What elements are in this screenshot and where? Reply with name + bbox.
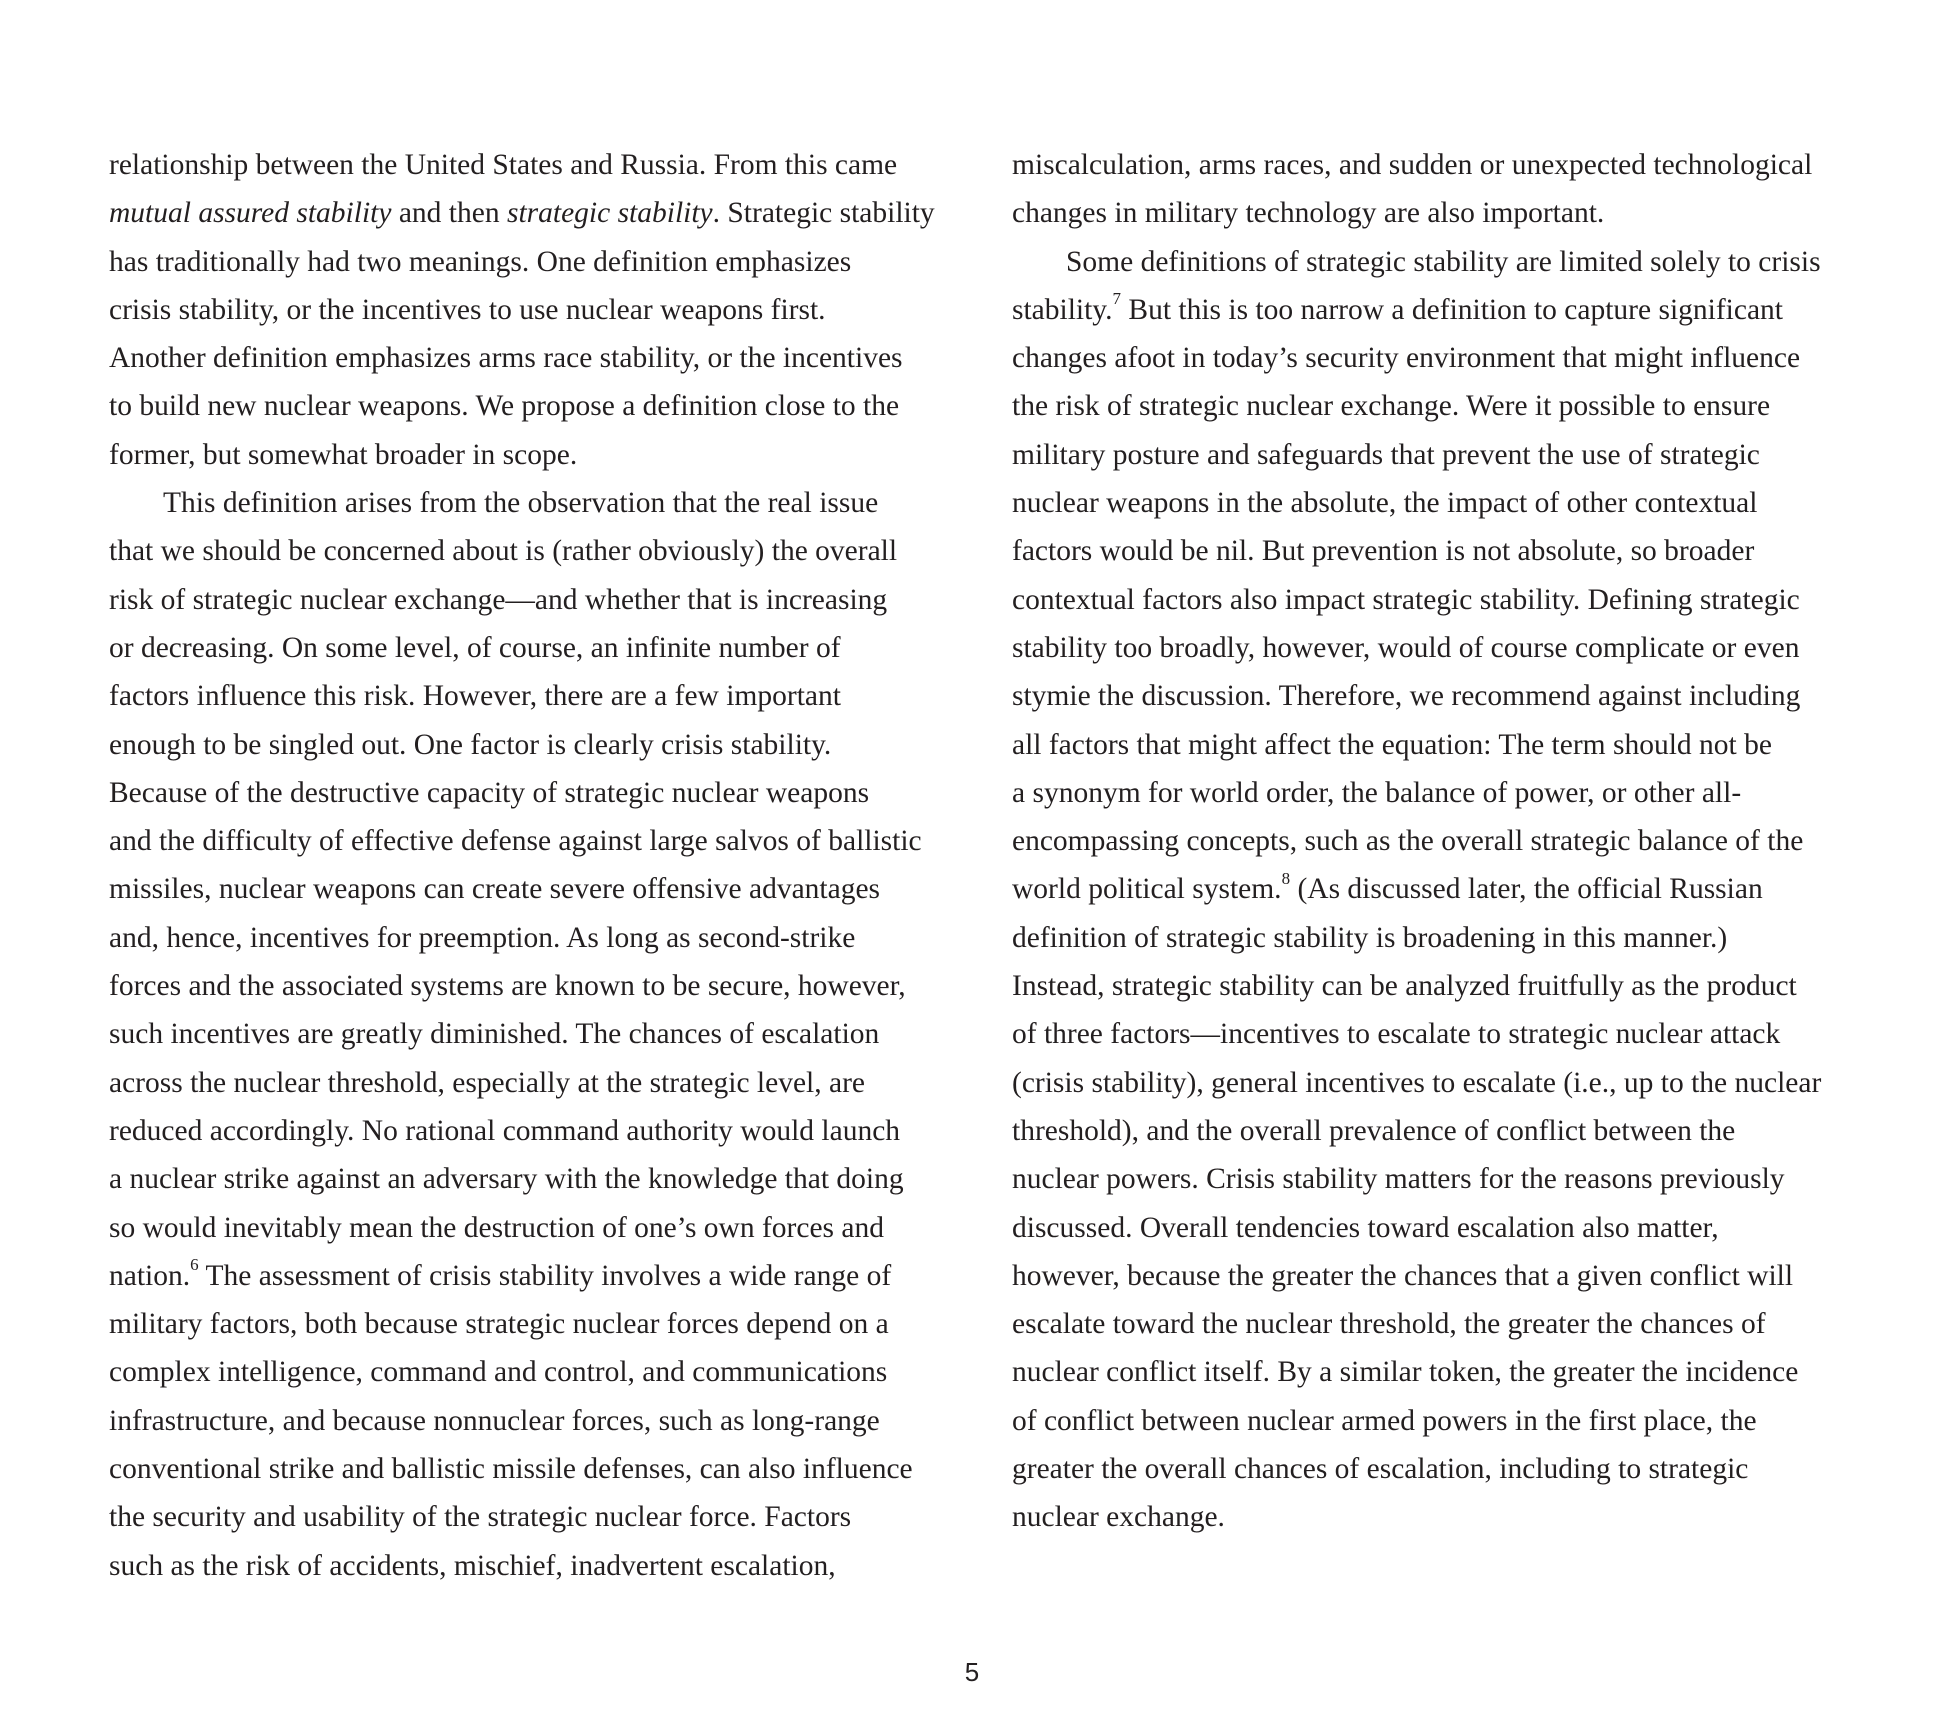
text-run: and, hence, incentives for preemption. As long as second-strike [109, 921, 856, 954]
text-line [109, 1445, 957, 1493]
text-line [109, 769, 957, 817]
text-run: former, but somewhat broader in scope. [109, 438, 578, 471]
text-run: greater the overall chances of escalation, including to strategic [1012, 1453, 1749, 1486]
footnote-marker[interactable]: 7 [1112, 289, 1122, 309]
text-run: to build new nuclear weapons. We propose a definition close to the [109, 390, 900, 423]
text-run: Because of the destructive capacity of strategic nuclear weapons [109, 776, 870, 809]
text-run: escalate toward the nuclear threshold, the greater the chances of [1012, 1308, 1766, 1341]
text-run: factors influence this risk. However, there are a few important [109, 680, 841, 713]
text-run: miscalculation, arms races, and sudden or unexpected technological [1012, 149, 1813, 181]
text-run: forces and the associated systems are known to be secure, however, [109, 970, 906, 1003]
text-run: (As discussed later, the official Russian [1290, 873, 1763, 906]
text-line [1012, 721, 1872, 769]
text-line [109, 624, 957, 672]
text-line [1012, 527, 1872, 575]
text-run: military posture and safeguards that prevent the use of strategic [1012, 438, 1760, 471]
text-line [109, 479, 957, 527]
text-line [109, 1010, 957, 1058]
text-run: has traditionally had two meanings. One definition emphasizes [109, 245, 852, 278]
text-line [109, 721, 957, 769]
text-run: nation. [109, 1259, 191, 1292]
text-run: This definition arises from the observation that the real issue [163, 487, 879, 520]
text-run: changes in military technology are also important. [1012, 197, 1605, 230]
text-line [109, 1493, 957, 1541]
text-run: discussed. Overall tendencies toward escalation also matter, [1012, 1211, 1719, 1244]
text-line [109, 527, 957, 575]
text-run: Some definitions of strategic stability are limited solely to crisis [1066, 245, 1821, 278]
text-run: or decreasing. On some level, of course, an infinite number of [109, 631, 841, 664]
text-line [109, 382, 957, 430]
text-run: enough to be singled out. One factor is clearly crisis stability. [109, 728, 832, 761]
text-line [1012, 769, 1872, 817]
text-run: Instead, strategic stability can be analyzed fruitfully as the product [1012, 970, 1797, 1003]
text-line [109, 141, 957, 189]
text-run: however, because the greater the chances that a given conflict will [1012, 1259, 1794, 1292]
text-line [109, 1059, 957, 1107]
text-line [1012, 914, 1872, 962]
text-line [1012, 1348, 1872, 1396]
text-line [1012, 962, 1872, 1010]
text-line [1012, 382, 1872, 430]
text-run: nuclear powers. Crisis stability matters for the reasons previously [1012, 1163, 1785, 1196]
text-line [1012, 1059, 1872, 1107]
text-run: conventional strike and ballistic missile defenses, can also influence [109, 1453, 913, 1486]
text-run: stability too broadly, however, would of course complicate or even [1012, 631, 1800, 664]
text-run: such incentives are greatly diminished. The chances of escalation [109, 1018, 880, 1051]
text-line [109, 189, 957, 237]
text-run: infrastructure, and because nonnuclear forces, such as long-range [109, 1404, 880, 1437]
text-line [109, 431, 957, 479]
text-line [1012, 1107, 1872, 1155]
text-run: missiles, nuclear weapons can create severe offensive advantages [109, 873, 881, 906]
text-line [1012, 431, 1872, 479]
text-run: across the nuclear threshold, especially at the strategic level, are [109, 1066, 866, 1099]
text-run: nuclear weapons in the absolute, the impact of other contextual [1012, 487, 1758, 520]
text-run: encompassing concepts, such as the overall strategic balance of the [1012, 825, 1804, 858]
text-run: of conflict between nuclear armed powers in the first place, the [1012, 1404, 1757, 1437]
italic-term: strategic stability [506, 197, 713, 230]
text-run: . Strategic stability [712, 197, 935, 230]
text-run: nuclear exchange. [1012, 1501, 1225, 1534]
text-run: world political system. [1012, 873, 1282, 906]
text-run: that we should be concerned about is (rather obviously) the overall [109, 535, 898, 568]
text-run: risk of strategic nuclear exchange—and whether that is increasing [109, 583, 888, 616]
text-run: But this is too narrow a definition to capture significant [1121, 293, 1783, 326]
text-line [109, 1107, 957, 1155]
text-line [109, 1204, 957, 1252]
text-line [109, 1300, 957, 1348]
text-line [1012, 1204, 1872, 1252]
text-run: reduced accordingly. No rational command authority would launch [109, 1114, 901, 1147]
text-line [1012, 672, 1872, 720]
text-line [109, 914, 957, 962]
text-run: so would inevitably mean the destruction of one’s own forces and [109, 1211, 885, 1244]
text-line [109, 1252, 957, 1300]
text-line [1012, 576, 1872, 624]
right-text-column [1012, 141, 1872, 1542]
text-run: and then [391, 197, 507, 230]
text-line [109, 865, 957, 913]
text-line [109, 962, 957, 1010]
text-run: factors would be nil. But prevention is not absolute, so broader [1012, 535, 1755, 568]
text-run: contextual factors also impact strategic stability. Defining strategic [1012, 583, 1800, 616]
text-run: a synonym for world order, the balance of power, or other all- [1012, 776, 1742, 809]
italic-term: mutual assured stability [109, 197, 392, 230]
text-run: and the difficulty of effective defense against large salvos of ballistic [109, 825, 922, 858]
text-run: nuclear conflict itself. By a similar token, the greater the incidence [1012, 1356, 1799, 1389]
text-line [1012, 141, 1872, 189]
text-line [1012, 1493, 1872, 1541]
text-line [1012, 286, 1872, 334]
text-line [1012, 189, 1872, 237]
text-run: military factors, both because strategic nuclear forces depend on a [109, 1308, 889, 1341]
text-line [1012, 624, 1872, 672]
text-line [109, 1155, 957, 1203]
text-line [109, 817, 957, 865]
text-line [1012, 865, 1872, 913]
text-run: (crisis stability), general incentives to escalate (i.e., up to the nuclear [1012, 1066, 1822, 1099]
text-line [109, 238, 957, 286]
footnote-marker[interactable]: 6 [190, 1255, 199, 1274]
text-line [1012, 1155, 1872, 1203]
text-line [1012, 1010, 1872, 1058]
text-line [1012, 1300, 1872, 1348]
text-run: Another definition emphasizes arms race stability, or the incentives [109, 342, 903, 375]
text-run: the security and usability of the strategic nuclear force. Factors [109, 1501, 852, 1534]
text-run: definition of strategic stability is broadening in this manner.) [1012, 921, 1728, 954]
text-line [1012, 238, 1872, 286]
text-line [109, 1397, 957, 1445]
text-line [109, 576, 957, 624]
text-line [109, 672, 957, 720]
text-line [109, 1542, 957, 1590]
text-line [1012, 1397, 1872, 1445]
text-run: all factors that might affect the equation: The term should not be [1012, 728, 1772, 761]
text-line [1012, 479, 1872, 527]
text-run: crisis stability, or the incentives to use nuclear weapons first. [109, 293, 826, 326]
text-run: threshold), and the overall prevalence of conflict between the [1012, 1114, 1736, 1147]
text-line [1012, 1252, 1872, 1300]
text-line [1012, 334, 1872, 382]
text-run: a nuclear strike against an adversary with the knowledge that doing [109, 1163, 904, 1196]
page-number: 5 [964, 1657, 980, 1687]
text-run: of three factors—incentives to escalate to strategic nuclear attack [1012, 1018, 1781, 1051]
text-line [109, 334, 957, 382]
text-line [109, 286, 957, 334]
text-run: relationship between the United States and Russia. From this came [109, 149, 898, 181]
left-text-column [109, 141, 957, 1590]
text-line [109, 1348, 957, 1396]
text-run: changes afoot in today’s security environment that might influence [1012, 342, 1801, 375]
text-run: complex intelligence, command and control, and communications [109, 1356, 888, 1389]
text-run: the risk of strategic nuclear exchange. Were it possible to ensure [1012, 390, 1771, 423]
text-run: such as the risk of accidents, mischief, inadvertent escalation, [109, 1549, 836, 1582]
text-run: The assessment of crisis stability involves a wide range of [198, 1259, 892, 1292]
text-line [1012, 817, 1872, 865]
text-run: stability. [1012, 293, 1113, 326]
text-run: stymie the discussion. Therefore, we recommend against including [1012, 680, 1801, 713]
footnote-marker[interactable]: 8 [1281, 868, 1291, 888]
text-line [1012, 1445, 1872, 1493]
